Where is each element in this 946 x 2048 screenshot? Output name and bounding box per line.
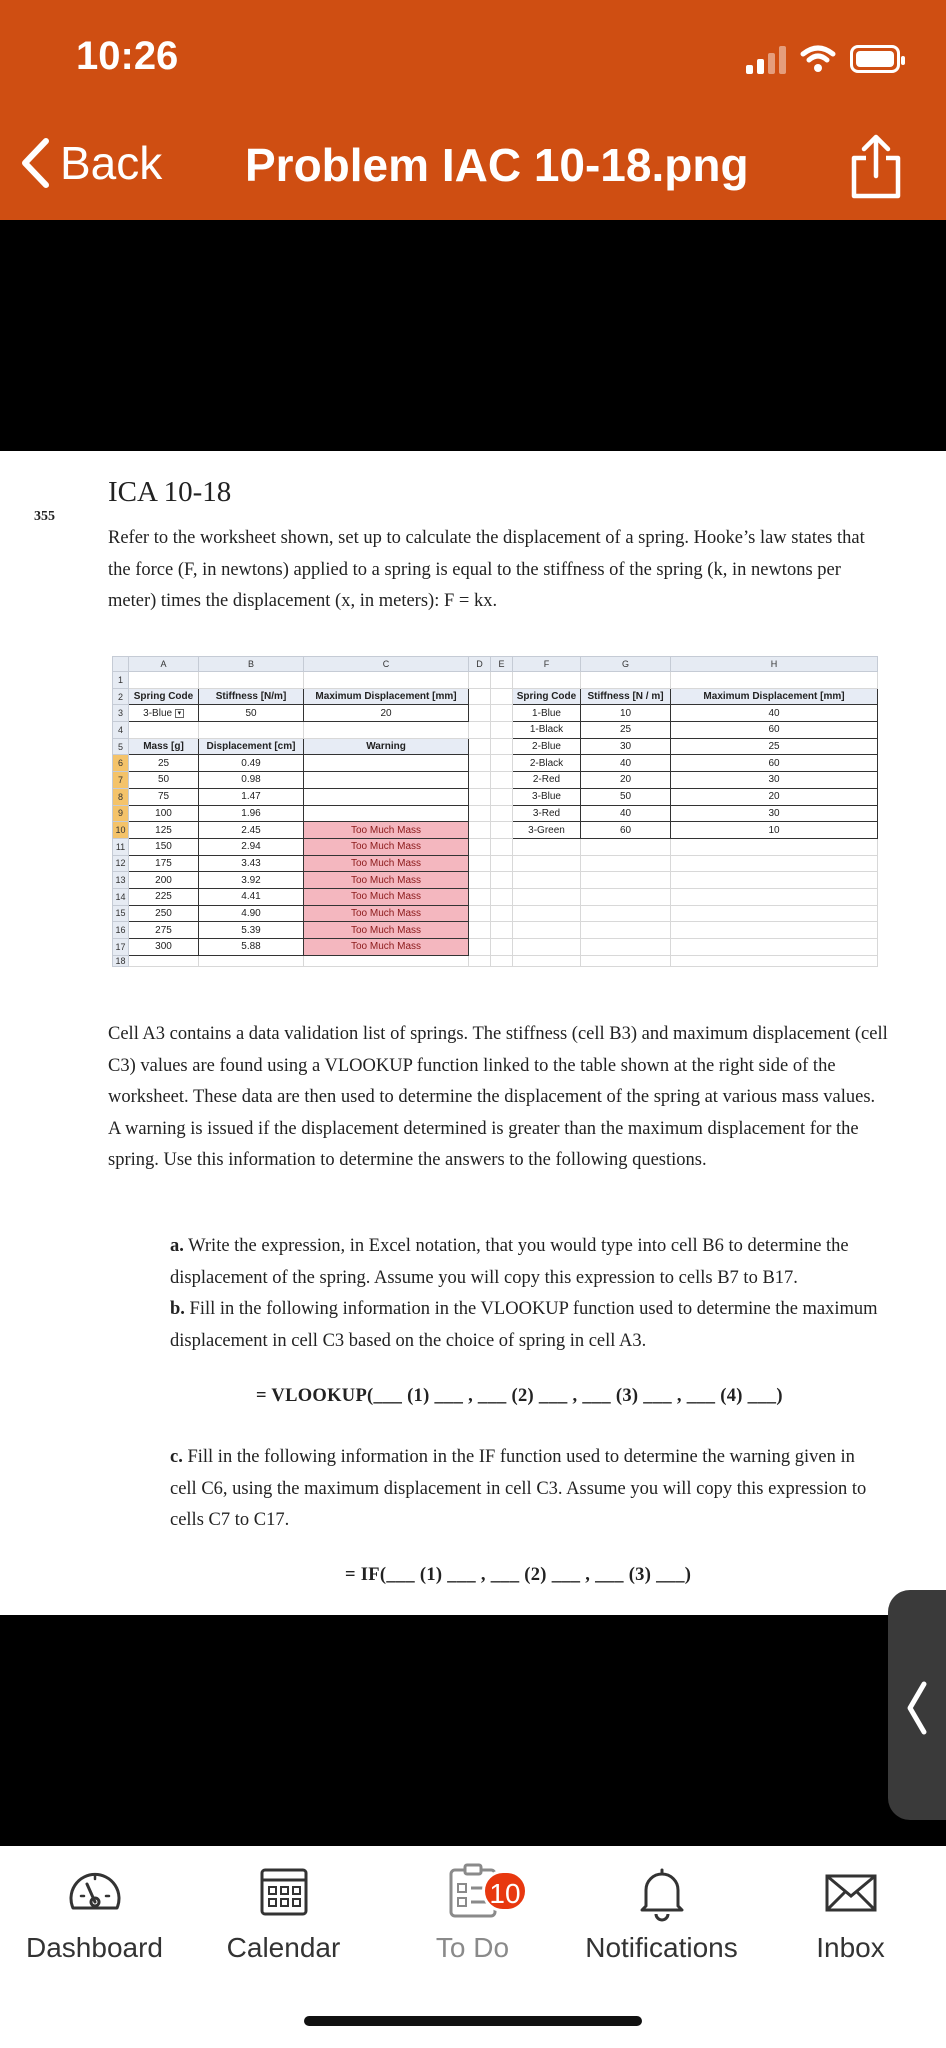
empty-cell bbox=[469, 772, 491, 789]
empty-cell bbox=[581, 955, 671, 966]
mass-cell: 100 bbox=[129, 805, 199, 822]
spring-code-select-cell[interactable]: 3-Blue ▾ bbox=[129, 705, 199, 722]
stiffness-cell: 50 bbox=[199, 705, 304, 722]
spreadsheet-image bbox=[112, 656, 877, 967]
empty-cell bbox=[513, 855, 581, 872]
lookup-cell: 2-Black bbox=[513, 755, 581, 772]
empty-cell bbox=[199, 955, 304, 966]
empty-cell bbox=[469, 788, 491, 805]
sheet-row bbox=[113, 805, 878, 822]
empty-cell bbox=[671, 855, 878, 872]
row-header: 16 bbox=[113, 922, 129, 939]
empty-cell bbox=[491, 788, 513, 805]
home-indicator[interactable] bbox=[304, 2016, 642, 2026]
empty-cell bbox=[513, 872, 581, 889]
empty-cell bbox=[469, 888, 491, 905]
lookup-cell: 30 bbox=[671, 772, 878, 789]
row-header: 11 bbox=[113, 838, 129, 855]
todo-count-badge: 10 bbox=[482, 1870, 528, 1912]
app-header bbox=[0, 0, 946, 220]
lookup-cell: 60 bbox=[671, 755, 878, 772]
empty-cell bbox=[513, 672, 581, 689]
empty-cell bbox=[491, 722, 513, 739]
lookup-cell: 60 bbox=[581, 822, 671, 839]
sheet-row bbox=[113, 772, 878, 789]
tab-dashboard-label: Dashboard bbox=[26, 1932, 163, 1963]
empty-cell bbox=[513, 955, 581, 966]
calendar-icon bbox=[254, 1862, 314, 1922]
question-c bbox=[170, 1442, 882, 1537]
question-a-text: Write the expression, in Excel notation, that you would type into cell B6 to determine the displacement of the spring. Assume you will copy this expression to cells B7 to B17. bbox=[170, 1236, 849, 1288]
column-header-row bbox=[113, 657, 878, 672]
lookup-cell: 3-Blue bbox=[513, 788, 581, 805]
empty-cell bbox=[491, 822, 513, 839]
sheet-row bbox=[113, 738, 878, 755]
row-header: 5 bbox=[113, 738, 129, 755]
empty-cell bbox=[469, 955, 491, 966]
column-header: C bbox=[304, 657, 469, 672]
problem-heading: ICA 10-18 bbox=[108, 476, 232, 508]
empty-cell bbox=[491, 939, 513, 956]
sheet-row bbox=[113, 688, 878, 705]
empty-cell bbox=[581, 855, 671, 872]
empty-cell bbox=[513, 922, 581, 939]
displacement-cell: 2.45 bbox=[199, 822, 304, 839]
row-header: 8 bbox=[113, 788, 129, 805]
row-header: 14 bbox=[113, 888, 129, 905]
empty-cell bbox=[491, 955, 513, 966]
table-header-cell: Displacement [cm] bbox=[199, 738, 304, 755]
sheet-row bbox=[113, 955, 878, 966]
empty-cell bbox=[491, 838, 513, 855]
lookup-cell: 30 bbox=[581, 738, 671, 755]
sheet-row bbox=[113, 888, 878, 905]
corner-cell bbox=[113, 657, 129, 672]
sheet-row bbox=[113, 939, 878, 956]
warning-cell: Too Much Mass bbox=[304, 838, 469, 855]
empty-cell bbox=[491, 855, 513, 872]
lookup-cell: 20 bbox=[671, 788, 878, 805]
displacement-cell: 0.49 bbox=[199, 755, 304, 772]
empty-cell bbox=[491, 672, 513, 689]
tab-inbox[interactable] bbox=[756, 1862, 945, 1964]
empty-cell bbox=[469, 855, 491, 872]
chevron-left-icon bbox=[902, 1678, 932, 1738]
dropdown-arrow-icon[interactable]: ▾ bbox=[175, 709, 184, 718]
lookup-cell: 20 bbox=[581, 772, 671, 789]
side-panel-handle[interactable] bbox=[888, 1590, 946, 1820]
empty-cell bbox=[469, 872, 491, 889]
lookup-header-cell: Spring Code bbox=[513, 688, 581, 705]
sheet-row bbox=[113, 822, 878, 839]
displacement-cell: 4.90 bbox=[199, 905, 304, 922]
mass-cell: 200 bbox=[129, 872, 199, 889]
back-label: Back bbox=[60, 137, 163, 189]
lookup-cell: 40 bbox=[671, 705, 878, 722]
tab-calendar-label: Calendar bbox=[226, 1932, 341, 1963]
lookup-cell: 50 bbox=[581, 788, 671, 805]
empty-cell bbox=[469, 688, 491, 705]
row-header: 7 bbox=[113, 772, 129, 789]
empty-cell bbox=[469, 838, 491, 855]
column-header: G bbox=[581, 657, 671, 672]
warning-cell bbox=[304, 788, 469, 805]
warning-cell: Too Much Mass bbox=[304, 939, 469, 956]
mass-cell: 50 bbox=[129, 772, 199, 789]
tab-todo-label: To Do bbox=[435, 1932, 510, 1963]
lookup-cell: 2-Blue bbox=[513, 738, 581, 755]
empty-cell bbox=[304, 722, 469, 739]
warning-cell bbox=[304, 755, 469, 772]
tab-calendar[interactable] bbox=[189, 1862, 378, 1964]
body-paragraph: Cell A3 contains a data validation list of springs. The stiffness (cell B3) and maximum displacement (cell C3) values are found using a VLOOKUP function linked to the table shown at the right side of the worksheet. These data are then used to determine the displacement of the spring at various mass values. A warning is issued if the displacement determined is greater than the maximum displacement for the spring. Use this information to determine the answers to the following questions. bbox=[108, 1024, 888, 1170]
warning-cell: Too Much Mass bbox=[304, 888, 469, 905]
mass-cell: 175 bbox=[129, 855, 199, 872]
column-header: F bbox=[513, 657, 581, 672]
empty-cell bbox=[671, 905, 878, 922]
displacement-cell: 0.98 bbox=[199, 772, 304, 789]
warning-cell bbox=[304, 772, 469, 789]
row-header: 18 bbox=[113, 955, 129, 966]
empty-cell bbox=[513, 939, 581, 956]
empty-cell bbox=[469, 922, 491, 939]
mass-cell: 300 bbox=[129, 939, 199, 956]
row-header: 9 bbox=[113, 805, 129, 822]
empty-cell bbox=[469, 672, 491, 689]
mass-cell: 250 bbox=[129, 905, 199, 922]
row-header: 1 bbox=[113, 672, 129, 689]
row-header: 13 bbox=[113, 872, 129, 889]
empty-cell bbox=[581, 838, 671, 855]
displacement-cell: 1.96 bbox=[199, 805, 304, 822]
empty-cell bbox=[491, 805, 513, 822]
empty-cell bbox=[671, 838, 878, 855]
table-header-cell: Maximum Displacement [mm] bbox=[304, 688, 469, 705]
wifi-icon bbox=[800, 45, 836, 73]
empty-cell bbox=[469, 939, 491, 956]
empty-cell bbox=[469, 705, 491, 722]
sheet-row bbox=[113, 788, 878, 805]
row-header: 15 bbox=[113, 905, 129, 922]
document-page bbox=[0, 451, 946, 1615]
empty-cell bbox=[469, 805, 491, 822]
page-title: Problem IAC 10-18.png bbox=[245, 139, 749, 191]
lookup-cell: 1-Black bbox=[513, 722, 581, 739]
empty-cell bbox=[491, 688, 513, 705]
empty-cell bbox=[491, 738, 513, 755]
question-c-label: c. bbox=[170, 1447, 183, 1467]
lookup-cell: 40 bbox=[581, 755, 671, 772]
lookup-cell: 2-Red bbox=[513, 772, 581, 789]
empty-cell bbox=[671, 955, 878, 966]
empty-cell bbox=[469, 755, 491, 772]
tab-notifications-label: Notifications bbox=[585, 1932, 738, 1963]
sheet-row bbox=[113, 722, 878, 739]
lookup-cell: 3-Red bbox=[513, 805, 581, 822]
warning-cell: Too Much Mass bbox=[304, 922, 469, 939]
lookup-cell: 30 bbox=[671, 805, 878, 822]
lookup-cell: 25 bbox=[581, 722, 671, 739]
warning-cell: Too Much Mass bbox=[304, 822, 469, 839]
row-header: 6 bbox=[113, 755, 129, 772]
empty-cell bbox=[671, 888, 878, 905]
empty-cell bbox=[491, 922, 513, 939]
sheet-row bbox=[113, 705, 878, 722]
displacement-cell: 4.41 bbox=[199, 888, 304, 905]
displacement-cell: 5.88 bbox=[199, 939, 304, 956]
vlookup-formula: = VLOOKUP(___ (1) ___ , ___ (2) ___ , ___ (3) ___ , ___ (4) ___) bbox=[256, 1386, 783, 1406]
mass-cell: 75 bbox=[129, 788, 199, 805]
cellular-signal-icon bbox=[746, 44, 786, 74]
if-formula: = IF(___ (1) ___ , ___ (2) ___ , ___ (3) ___) bbox=[345, 1565, 692, 1585]
displacement-cell: 2.94 bbox=[199, 838, 304, 855]
table-header-cell: Spring Code bbox=[129, 688, 199, 705]
envelope-icon bbox=[821, 1862, 881, 1922]
empty-cell bbox=[581, 922, 671, 939]
column-header: E bbox=[491, 657, 513, 672]
lookup-cell: 25 bbox=[671, 738, 878, 755]
sheet-row bbox=[113, 672, 878, 689]
lookup-cell: 40 bbox=[581, 805, 671, 822]
dashboard-gauge-icon bbox=[65, 1862, 125, 1922]
row-header: 12 bbox=[113, 855, 129, 872]
empty-cell bbox=[581, 872, 671, 889]
sheet-row bbox=[113, 872, 878, 889]
empty-cell bbox=[129, 672, 199, 689]
warning-cell bbox=[304, 805, 469, 822]
question-b bbox=[170, 1294, 882, 1357]
empty-cell bbox=[581, 672, 671, 689]
bell-icon bbox=[632, 1862, 692, 1922]
mass-cell: 275 bbox=[129, 922, 199, 939]
warning-cell: Too Much Mass bbox=[304, 872, 469, 889]
sheet-row bbox=[113, 922, 878, 939]
page-number: 355 bbox=[34, 509, 55, 524]
question-c-text: Fill in the following information in the IF function used to determine the warning given in cell C6, using the maximum displacement in cell C3. Assume you will copy this expression to cells C7 to C17. bbox=[170, 1447, 867, 1530]
lookup-cell: 10 bbox=[581, 705, 671, 722]
empty-cell bbox=[671, 672, 878, 689]
tab-inbox-label: Inbox bbox=[816, 1932, 885, 1963]
displacement-cell: 3.92 bbox=[199, 872, 304, 889]
mass-cell: 25 bbox=[129, 755, 199, 772]
empty-cell bbox=[469, 738, 491, 755]
sheet-row bbox=[113, 755, 878, 772]
lookup-cell: 60 bbox=[671, 722, 878, 739]
displacement-cell: 5.39 bbox=[199, 922, 304, 939]
max-displacement-cell: 20 bbox=[304, 705, 469, 722]
empty-cell bbox=[469, 905, 491, 922]
lookup-cell: 10 bbox=[671, 822, 878, 839]
tab-dashboard[interactable] bbox=[0, 1862, 189, 1964]
empty-cell bbox=[513, 905, 581, 922]
empty-cell bbox=[469, 822, 491, 839]
column-header: D bbox=[469, 657, 491, 672]
empty-cell bbox=[199, 722, 304, 739]
empty-cell bbox=[513, 838, 581, 855]
sheet-row bbox=[113, 855, 878, 872]
lookup-header-cell: Maximum Displacement [mm] bbox=[671, 688, 878, 705]
lookup-cell: 3-Green bbox=[513, 822, 581, 839]
column-header: H bbox=[671, 657, 878, 672]
row-header: 4 bbox=[113, 722, 129, 739]
empty-cell bbox=[581, 905, 671, 922]
sheet-row bbox=[113, 838, 878, 855]
battery-icon bbox=[850, 45, 900, 73]
question-b-label: b. bbox=[170, 1299, 185, 1319]
empty-cell bbox=[581, 939, 671, 956]
chevron-left-icon bbox=[18, 137, 52, 189]
intro-paragraph: Refer to the worksheet shown, set up to calculate the displacement of a spring. Hooke’s law states that the force (F, in newtons) applied to a spring is equal to the stiffness of the spring (k, in newtons per meter) times the displacement (x, in meters): F = kx. bbox=[108, 528, 865, 611]
mass-cell: 125 bbox=[129, 822, 199, 839]
row-header: 3 bbox=[113, 705, 129, 722]
displacement-cell: 3.43 bbox=[199, 855, 304, 872]
question-b-text: Fill in the following information in the VLOOKUP function used to determine the maximum displacement in cell C3 based on the choice of spring in cell A3. bbox=[170, 1299, 878, 1351]
tab-todo[interactable] bbox=[378, 1862, 567, 1964]
empty-cell bbox=[129, 955, 199, 966]
status-icons bbox=[746, 44, 900, 74]
empty-cell bbox=[491, 705, 513, 722]
empty-cell bbox=[129, 722, 199, 739]
warning-cell: Too Much Mass bbox=[304, 905, 469, 922]
empty-cell bbox=[671, 922, 878, 939]
spreadsheet-grid bbox=[112, 656, 878, 967]
empty-cell bbox=[671, 872, 878, 889]
column-header: B bbox=[199, 657, 304, 672]
table-header-cell: Warning bbox=[304, 738, 469, 755]
empty-cell bbox=[491, 772, 513, 789]
empty-cell bbox=[304, 672, 469, 689]
row-header: 10 bbox=[113, 822, 129, 839]
status-time: 10:26 bbox=[76, 34, 179, 78]
empty-cell bbox=[671, 939, 878, 956]
empty-cell bbox=[304, 955, 469, 966]
empty-cell bbox=[491, 872, 513, 889]
question-a-label: a. bbox=[170, 1236, 184, 1256]
table-header-cell: Mass [g] bbox=[129, 738, 199, 755]
mass-cell: 150 bbox=[129, 838, 199, 855]
mass-cell: 225 bbox=[129, 888, 199, 905]
row-header: 2 bbox=[113, 688, 129, 705]
tab-notifications[interactable] bbox=[567, 1862, 756, 1964]
share-icon[interactable] bbox=[846, 132, 906, 202]
sheet-row bbox=[113, 905, 878, 922]
back-button[interactable] bbox=[18, 136, 162, 190]
lookup-header-cell: Stiffness [N / m] bbox=[581, 688, 671, 705]
row-header: 17 bbox=[113, 939, 129, 956]
empty-cell bbox=[491, 905, 513, 922]
table-header-cell: Stiffness [N/m] bbox=[199, 688, 304, 705]
empty-cell bbox=[469, 722, 491, 739]
empty-cell bbox=[491, 755, 513, 772]
question-a bbox=[170, 1231, 882, 1294]
empty-cell bbox=[513, 888, 581, 905]
displacement-cell: 1.47 bbox=[199, 788, 304, 805]
warning-cell: Too Much Mass bbox=[304, 855, 469, 872]
empty-cell bbox=[581, 888, 671, 905]
lookup-cell: 1-Blue bbox=[513, 705, 581, 722]
empty-cell bbox=[199, 672, 304, 689]
column-header: A bbox=[129, 657, 199, 672]
empty-cell bbox=[491, 888, 513, 905]
